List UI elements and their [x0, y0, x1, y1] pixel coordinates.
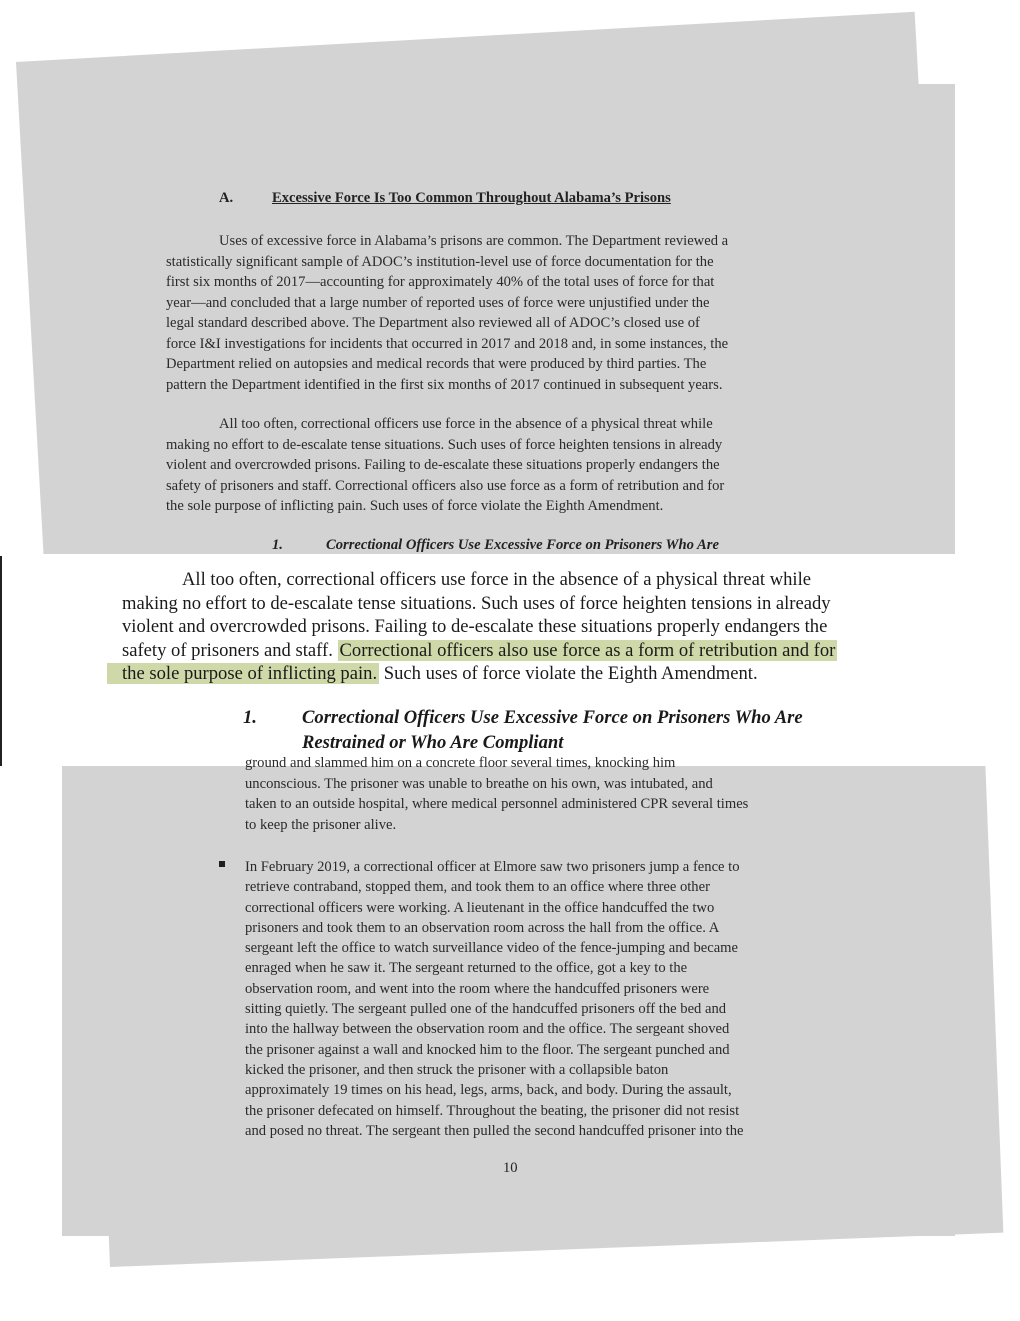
bullet-line: In February 2019, a correctional officer at Elmore saw two prisoners jump a fence to — [245, 859, 740, 875]
bullet-continuation — [245, 774, 748, 835]
highlighted-text: the sole purpose of inflicting pain. — [107, 663, 379, 684]
zoom-line-5 — [107, 662, 837, 686]
bullet-line: the prisoner defecated on himself. Throughout the beating, the prisoner did not resist — [245, 1102, 740, 1119]
section-heading — [219, 190, 671, 207]
bullet-line: enraged when he saw it. The sergeant returned to the office, got a key to the — [245, 960, 688, 977]
zoom-line: All too often, correctional officers use force in the absence of a physical threat while — [182, 569, 812, 590]
paragraph-all-too-often — [166, 414, 856, 517]
bullet-line: into the hallway between the observation room and the office. The sergeant shoved — [245, 1021, 730, 1038]
paragraph-line: first six months of 2017—accounting for approximately 40% of the total uses of force for that — [166, 274, 715, 290]
subheading-small — [272, 537, 719, 554]
bullet-line: sitting quietly. The sergeant pulled one of the handcuffed prisoners off the bed and — [245, 1001, 727, 1018]
paragraph-uses-of-force — [166, 231, 856, 395]
zoom-subheading-title: Correctional Officers Use Excessive Force on Prisoners Who Are — [302, 707, 803, 728]
bullet-line: taken to an outside hospital, where medical personnel administered CPR several times — [245, 796, 749, 813]
bullet-line: prisoners and took them to an observation room across the hall from the office. A — [245, 919, 720, 936]
zoom-text: safety of prisoners and staff. — [122, 639, 333, 661]
paragraph-line: statistically significant sample of ADOC’s institution-level use of force documentation for the — [166, 253, 714, 270]
bullet-square-icon — [219, 861, 225, 867]
zoom-line: making no effort to de-escalate tense situations. Such uses of force heighten tensions in already — [122, 592, 831, 614]
bullet-line: and posed no threat. The sergeant then pulled the second handcuffed prisoner into the — [245, 1122, 744, 1139]
paragraph-line: pattern the Department identified in the first six months of 2017 continued in subsequent years. — [166, 376, 723, 393]
paragraph-line: the sole purpose of inflicting pain. Such uses of force violate the Eighth Amendment. — [166, 498, 664, 514]
paragraph-line: year—and concluded that a large number of reported uses of force were unjustified under the — [166, 294, 710, 311]
zoom-line-4 — [122, 639, 837, 663]
bullet-line: approximately 19 times on his head, legs, arms, back, and body. During the assault, — [245, 1082, 732, 1099]
section-title: Excessive Force Is Too Common Throughout Alabama’s Prisons — [272, 190, 671, 206]
zoom-text: Such uses of force violate the Eighth Amendment. — [383, 663, 758, 684]
zoom-subheading-line: Restrained or Who Are Compliant — [302, 731, 564, 753]
subheading-title: Correctional Officers Use Excessive Force on Prisoners Who Are — [326, 537, 719, 553]
zoom-line: violent and overcrowded prisons. Failing to de-escalate these situations properly endangers the — [122, 616, 828, 637]
zoom-strip-edge — [0, 556, 2, 766]
bullet-line: correctional officers were working. A lieutenant in the office handcuffed the two — [245, 899, 715, 916]
bullet-line: to keep the prisoner alive. — [245, 816, 397, 833]
bullet-line: kicked the prisoner, and then struck the prisoner with a collapsible baton — [245, 1061, 669, 1078]
zoom-paragraph — [122, 568, 837, 686]
paragraph-line: All too often, correctional officers use force in the absence of a physical threat while — [219, 416, 713, 432]
bullet-line: the prisoner against a wall and knocked him to the floor. The sergeant punched and — [245, 1041, 730, 1058]
section-letter: A. — [219, 190, 234, 206]
paragraph-line: legal standard described above. The Department also reviewed all of ADOC’s closed use of — [166, 315, 700, 331]
paragraph-line: safety of prisoners and staff. Correctional officers also use force as a form of retribution and for — [166, 477, 725, 494]
subheading-number: 1. — [272, 537, 283, 553]
zoom-subheading-line — [243, 706, 803, 731]
paragraph-line: Department relied on autopsies and medical records that were produced by third parties. The — [166, 356, 707, 372]
bullet-line: unconscious. The prisoner was unable to breathe on his own, was intubated, and — [245, 776, 713, 792]
cut-off-line: ground and slammed him on a concrete floor several times, knocking him — [245, 755, 676, 771]
bullet-line: retrieve contraband, stopped them, and took them to an office where three other — [245, 879, 710, 896]
paragraph-line: violent and overcrowded prisons. Failing to de-escalate these situations properly endangers the — [166, 457, 720, 473]
bullet-line: sergeant left the office to watch surveillance video of the fence-jumping and became — [245, 940, 739, 957]
page-number: 10 — [503, 1160, 518, 1176]
zoom-subheading — [243, 706, 803, 755]
paragraph-line: making no effort to de-escalate tense situations. Such uses of force heighten tensions in already — [166, 436, 723, 453]
paragraph-line: force I&I investigations for incidents that occurred in 2017 and 2018 and, in some instances, the — [166, 335, 729, 352]
highlighted-text: Correctional officers also use force as a form of retribution and for — [339, 639, 836, 661]
bullet-line: observation room, and went into the room where the handcuffed prisoners were — [245, 980, 710, 997]
bullet-elmore — [245, 857, 743, 1141]
paragraph-line: Uses of excessive force in Alabama’s prisons are common. The Department reviewed a — [219, 233, 729, 249]
zoom-subheading-number: 1. — [243, 707, 257, 728]
